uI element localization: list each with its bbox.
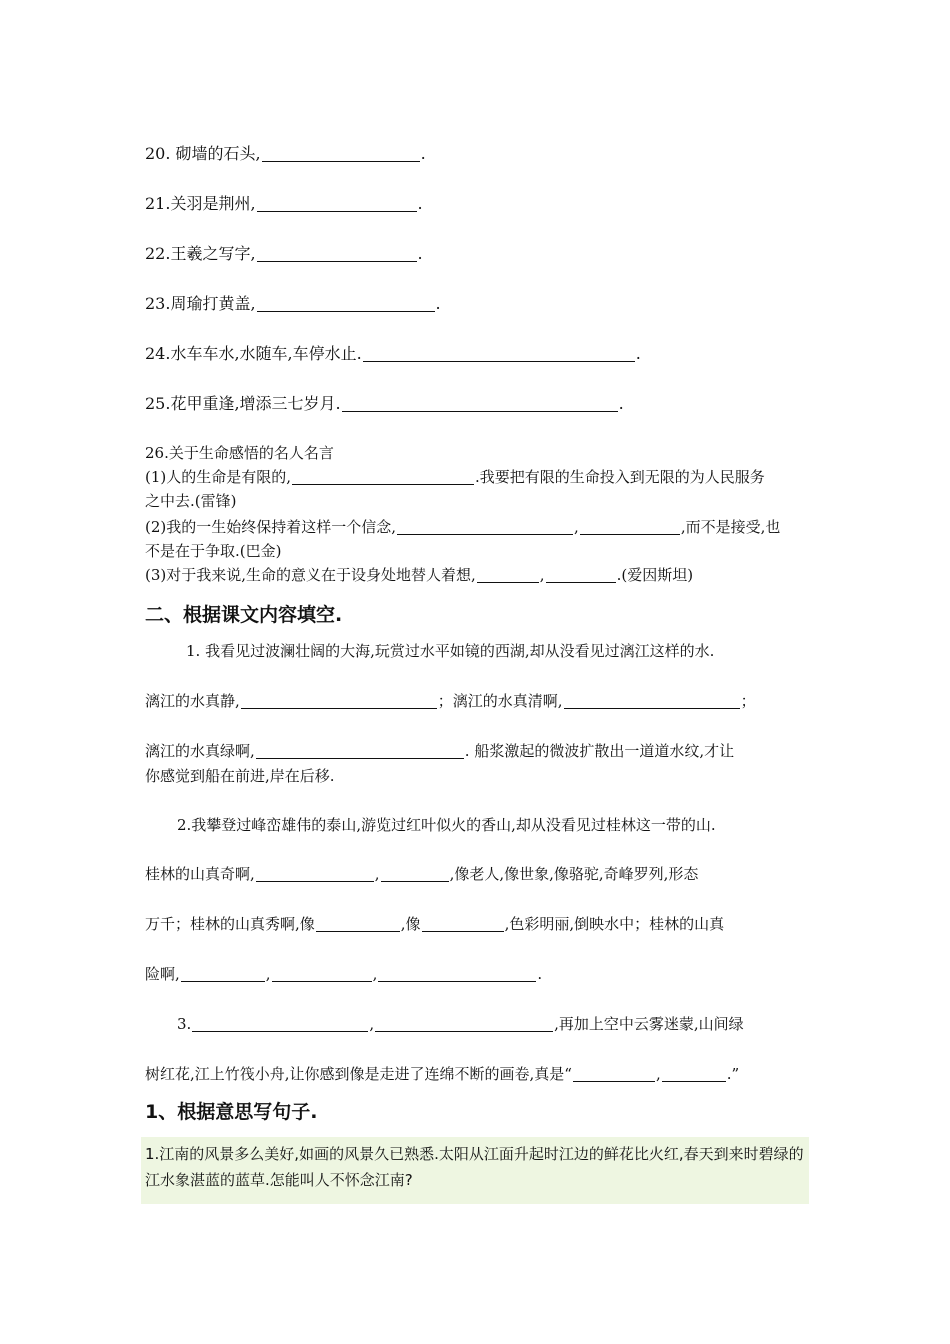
item-26-quote-2-cont: 不是在于争取.(巴金) (145, 542, 282, 560)
passage-1-line-1: 漓江的水真静, ；漓江的水真清啊, ； (145, 692, 756, 710)
section-3-heading: 1、根据意思写句子. (145, 1101, 318, 1123)
answer-blank[interactable] (257, 195, 417, 212)
answer-blank[interactable] (257, 245, 417, 262)
sentence-prompt: 1.江南的风景多么美好,如画的风景久已熟悉.太阳从江面升起时江边的鲜花比火红,春天到来时碧绿的江水象湛蓝的蓝草.怎能叫人不怀念江南? (145, 1145, 804, 1189)
item-26-title: 26.关于生命感悟的名人名言 (145, 444, 334, 462)
passage-3-line-1: 3. , ,再加上空中云雾迷蒙,山间绿 (177, 1015, 744, 1033)
answer-blank[interactable] (363, 345, 635, 362)
answer-blank[interactable] (422, 915, 504, 932)
answer-blank[interactable] (375, 1015, 553, 1032)
answer-blank[interactable] (292, 468, 474, 485)
answer-blank[interactable] (262, 145, 420, 162)
passage-2-intro: 2.我攀登过峰峦雄伟的泰山,游览过红叶似火的香山,却从没看见过桂林这一带的山. (177, 816, 716, 834)
answer-blank[interactable] (256, 865, 374, 882)
answer-blank[interactable] (662, 1065, 726, 1082)
answer-blank[interactable] (192, 1015, 368, 1032)
answer-blank[interactable] (573, 1065, 655, 1082)
answer-blank[interactable] (378, 965, 536, 982)
answer-blank[interactable] (316, 915, 400, 932)
answer-blank[interactable] (546, 566, 616, 583)
passage-2-line-3: 险啊, , , . (145, 965, 543, 983)
answer-blank[interactable] (241, 692, 437, 709)
item-20: 20. 砌墙的石头, . (145, 144, 426, 163)
passage-2-line-1: 桂林的山真奇啊, , ,像老人,像世象,像骆驼,奇峰罗列,形态 (145, 865, 699, 883)
item-24: 24.水车车水,水随车,车停水止. . (145, 344, 641, 363)
item-21: 21.关羽是荆州, . (145, 194, 423, 213)
answer-blank[interactable] (477, 566, 539, 583)
answer-blank[interactable] (342, 395, 618, 412)
answer-blank[interactable] (564, 692, 740, 709)
item-26-quote-2: (2)我的一生始终保持着这样一个信念, , ,而不是接受,也 (145, 518, 781, 536)
answer-blank[interactable] (257, 295, 435, 312)
answer-blank[interactable] (181, 965, 265, 982)
passage-1-line-2: 漓江的水真绿啊, . 船浆激起的微波扩散出一道道水纹,才让 (145, 742, 735, 760)
answer-blank[interactable] (580, 518, 680, 535)
answer-blank[interactable] (256, 742, 464, 759)
item-26-quote-1-cont: 之中去.(雷锋) (145, 492, 237, 510)
sentence-prompt-box (141, 1137, 809, 1204)
answer-blank[interactable] (381, 865, 449, 882)
passage-1-intro: 1. 我看见过波澜壮阔的大海,玩赏过水平如镜的西湖,却从没看见过漓江这样的水. (186, 642, 715, 660)
item-26-quote-1: (1)人的生命是有限的, .我要把有限的生命投入到无限的为人民服务 (145, 468, 765, 486)
item-25: 25.花甲重逢,增添三七岁月. . (145, 394, 624, 413)
item-26-quote-3: (3)对于我来说,生命的意义在于设身处地替人着想, , .(爱因斯坦) (145, 566, 694, 584)
passage-2-line-2: 万千；桂林的山真秀啊,像 ,像 ,色彩明丽,倒映水中；桂林的山真 (145, 915, 725, 933)
answer-blank[interactable] (397, 518, 573, 535)
passage-3-line-2: 树红花,江上竹筏小舟,让你感到像是走进了连绵不断的画卷,真是“ , .” (145, 1065, 740, 1083)
passage-1-line-3: 你感觉到船在前进,岸在后移. (145, 767, 335, 785)
item-23: 23.周瑜打黄盖, . (145, 294, 441, 313)
section-2-heading: 二、根据课文内容填空. (145, 604, 343, 626)
answer-blank[interactable] (272, 965, 372, 982)
item-22: 22.王羲之写字, . (145, 244, 423, 263)
